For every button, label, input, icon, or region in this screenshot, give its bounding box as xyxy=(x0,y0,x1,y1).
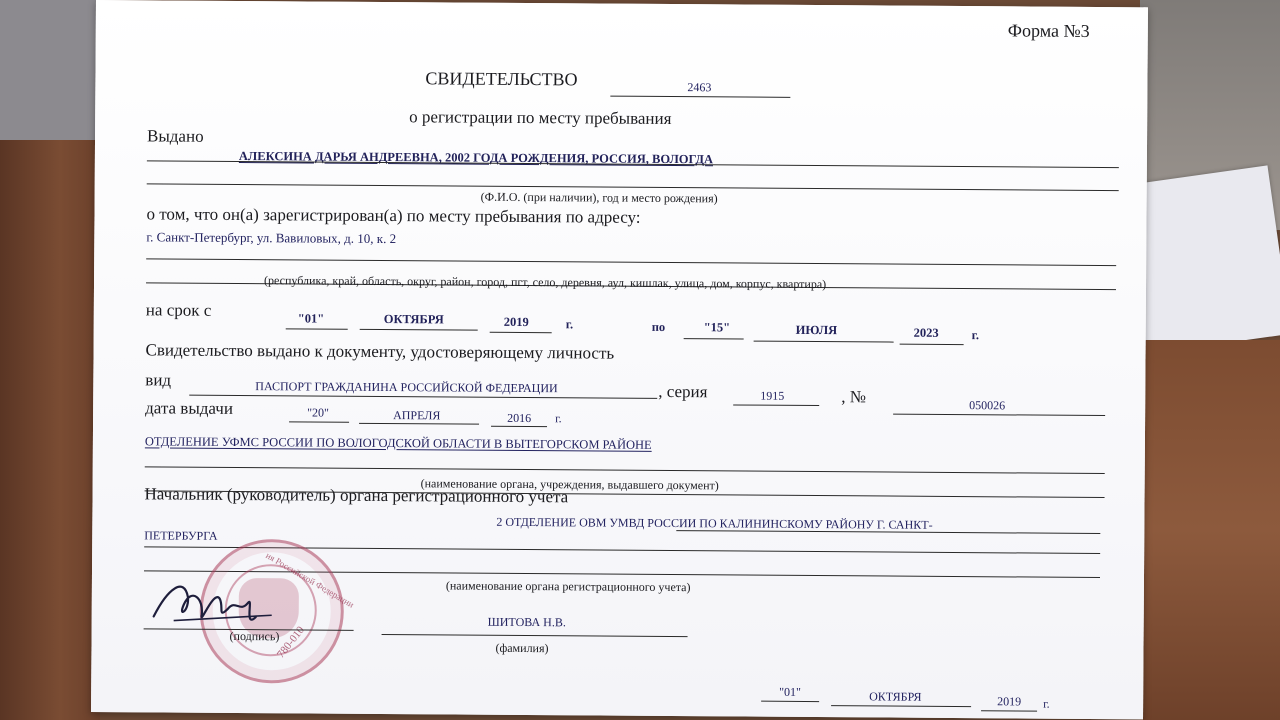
term-to-month: ИЮЛЯ xyxy=(795,322,838,338)
chief-label: Начальник (руководитель) органа регистрационного учета xyxy=(144,484,569,507)
sign-month-line xyxy=(831,705,971,707)
background-wall xyxy=(0,0,100,140)
fio-hint: (Ф.И.О. (при наличии), год и место рождения) xyxy=(480,189,718,206)
sign-day-line xyxy=(761,701,819,702)
registered-text: о том, что он(а) зарегистрирован(а) по месту пребывания по адресу: xyxy=(146,204,641,227)
term-from-suffix: г. xyxy=(565,317,574,332)
term-to-day: "15" xyxy=(703,320,731,335)
issuer-value: ОТДЕЛЕНИЕ УФМС РОССИИ ПО ВОЛОГОДСКОЙ ОБЛАСТИ В ВЫТЕГОРСКОМ РАЙОНЕ xyxy=(144,434,652,452)
term-to-day-line xyxy=(684,338,744,339)
issue-suffix: г. xyxy=(555,411,562,426)
address-line-1 xyxy=(146,258,1116,266)
issued-label: Выдано xyxy=(146,126,204,146)
term-from-day-line xyxy=(286,328,348,329)
certificate-subheading: о регистрации по месту пребывания xyxy=(409,107,672,129)
issue-year: 2016 xyxy=(507,410,532,426)
term-from-year: 2019 xyxy=(503,314,529,330)
term-to-month-line xyxy=(754,341,894,343)
doc-type-label: вид xyxy=(145,370,172,390)
background-table-right xyxy=(1140,340,1280,720)
reg-org-underline xyxy=(676,530,1100,534)
term-to-year-line xyxy=(900,344,964,345)
issued-to-value: АЛЕКСИНА ДАРЬЯ АНДРЕЕВНА, 2002 ГОДА РОЖДЕНИЯ, РОССИЯ, ВОЛОГДА xyxy=(238,149,714,167)
term-from-label: на срок с xyxy=(145,300,212,320)
certificate-heading: СВИДЕТЕЛЬСТВО xyxy=(425,68,578,90)
sign-year-line xyxy=(981,710,1037,711)
issue-day: "20" xyxy=(307,405,329,420)
term-from-day: "01" xyxy=(297,311,325,326)
sign-day: "01" xyxy=(779,684,802,699)
term-from-month: ОКТЯБРЯ xyxy=(383,312,444,327)
number-line xyxy=(610,96,790,98)
issue-month: АПРЕЛЯ xyxy=(393,408,441,423)
sign-year: 2019 xyxy=(997,694,1022,709)
term-from-year-line xyxy=(490,332,552,333)
doc-series-line xyxy=(733,404,819,406)
issuer-line-1 xyxy=(145,466,1105,474)
term-to-year: 2023 xyxy=(913,325,939,340)
certificate-number: 2463 xyxy=(687,80,712,95)
surname-value: ШИТОВА Н.В. xyxy=(487,614,566,630)
doc-type-value: ПАСПОРТ ГРАЖДАНИНА РОССИЙСКОЙ ФЕДЕРАЦИИ xyxy=(255,379,558,396)
reg-org-line-1: 2 ОТДЕЛЕНИЕ ОВМ УМВД РОССИИ ПО КАЛИНИНСКОМУ РАЙОНУ Г. САНКТ- xyxy=(496,514,933,532)
term-to-label: по xyxy=(651,319,666,334)
issue-day-line xyxy=(289,421,349,422)
issue-year-line xyxy=(491,426,547,427)
stamp-code: 780-010 xyxy=(274,624,307,661)
doc-series-label: , серия xyxy=(658,381,708,402)
doc-series-value: 1915 xyxy=(760,388,785,403)
doc-number-line xyxy=(893,414,1105,416)
issue-date-label: дата выдачи xyxy=(145,398,234,418)
reg-org-hint: (наименование органа регистрационного учета) xyxy=(445,578,691,595)
background-table-left xyxy=(0,140,100,720)
address-hint: (республика, край, область, округ, район, город, пгт, село, деревня, аул, кишлак, улица, дом, корпус, квартира) xyxy=(263,273,827,292)
doc-number-value: 050026 xyxy=(969,398,1006,413)
doc-number-label: , № xyxy=(841,387,867,407)
doc-type-line xyxy=(189,395,657,399)
sign-suffix: г. xyxy=(1043,696,1050,711)
sign-month: ОКТЯБРЯ xyxy=(869,689,922,704)
term-to-suffix: г. xyxy=(971,328,980,343)
surname-hint: (фамилия) xyxy=(495,640,549,656)
reg-org-line-2: ПЕТЕРБУРГА xyxy=(144,528,218,543)
issuer-hint: (наименование органа, учреждения, выдавшего документ) xyxy=(420,476,719,493)
form-number: Форма №3 xyxy=(1007,20,1090,41)
certificate-sheet xyxy=(91,0,1148,719)
issue-month-line xyxy=(359,423,479,425)
stamp-arc-text: ия Российской Федерации xyxy=(264,550,356,610)
term-from-month-line xyxy=(360,329,478,331)
document-intro: Свидетельство выдано к документу, удостоверяющему личность xyxy=(145,340,615,363)
surname-line xyxy=(382,634,688,637)
signature-hint: (подпись) xyxy=(229,628,280,644)
address-value: г. Санкт-Петербург, ул. Вавиловых, д. 10, к. 2 xyxy=(146,229,397,247)
